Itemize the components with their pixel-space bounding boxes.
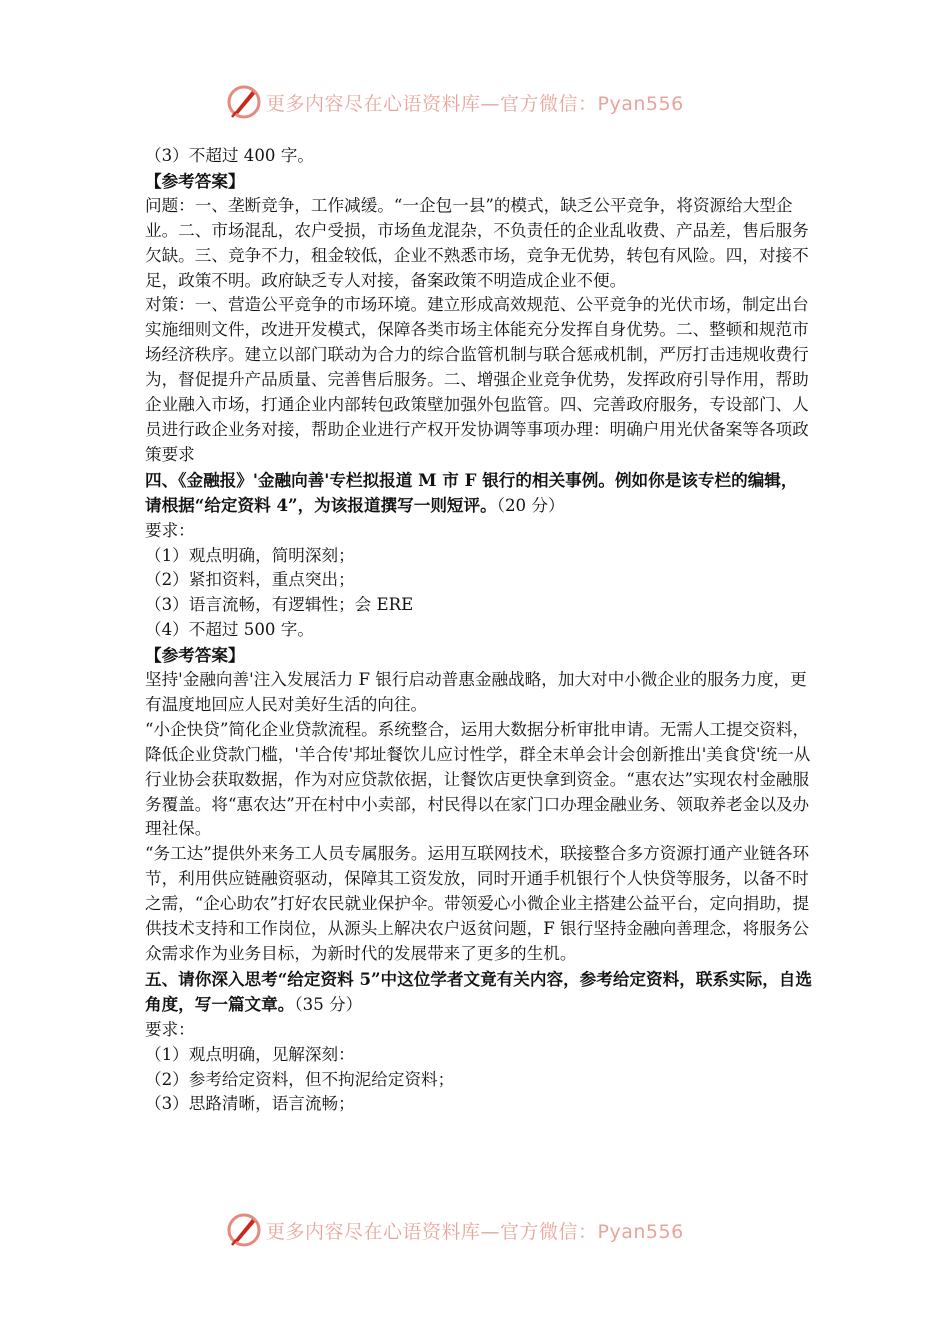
question-5-text: 五、请你深入思考“给定资料 5”中这位学者文竟有关内容，参考给定资料，联系实际，自选角度，写一篇文章。 (145, 968, 812, 1014)
requirement-item: （3）思路清晰，语言流畅； (145, 1094, 355, 1114)
answer-paragraph: “务工达”提供外来务工人员专属服务。运用互联网技术，联接整合多方资源打通产业链各环节，利用供应链融资驱动，保障其工资发放，同时开通手机银行个人快贷等服务，以备不时之需，“企心助农”打好农民就业保护伞。带领爱心小微企业主搭建公益平台，定向捐助，提供技术支持和工作岗位，从源头上解决农户返贫问题，F 银行坚持金融向善理念，将服务公众需求作为业务目标，为新时代的发展带来了更多的生机。 (145, 844, 810, 963)
document-body (145, 144, 813, 1117)
answer-problems-paragraph: 问题：一、垄断竞争，工作减缓。“一企包一县”的模式，缺乏公平竞争，将资源给大型企业。二、市场混乱，农户受损，市场鱼龙混杂，不负责任的企业乱收费、产品差，售后服务欠缺。三、竞争不力，租金较低，企业不熟悉市场，竞争无优势，转包有风险。四，对接不足，政策不明。政府缺乏专人对接，备案政策不明造成企业不便。 (145, 195, 809, 290)
requirement-item: （2）紧扣资料，重点突出； (145, 570, 355, 590)
quill-logo-icon (226, 1212, 262, 1248)
question-4-title (145, 468, 813, 519)
requirement-item: （4）不超过 500 字。 (145, 620, 314, 640)
watermark-text: 更多内容尽在心语资料库—官方微信：Pyan556 (266, 1220, 684, 1243)
answer-paragraph: “小企快贷”简化企业贷款流程。系统整合，运用大数据分析审批申请。无需人工提交资料，降低企业贷款门槛，'羊合传'邦址餐饮儿应讨性学，群全末单会计会创新推出'美食贷'统一从行业协会获取数据，作为对应贷款依据，让餐饮店更快拿到资金。“惠农达”实现农村金融服务覆盖。将“惠农达”开在村中小卖部，村民得以在家门口办理金融业务、领取养老金以及办理社保。 (145, 719, 811, 839)
requirements-label: 要求： (145, 1019, 195, 1039)
answer-paragraph: 坚持'金融向善'注入发展活力 F 银行启动普惠金融战略，加大对中小微企业的服务力度，更有温度地回应人民对美好生活的向往。 (145, 670, 807, 714)
watermark-footer (0, 1210, 950, 1250)
watermark-text: 更多内容尽在心语资料库—官方微信：Pyan556 (266, 92, 684, 115)
quill-logo-icon (226, 84, 262, 120)
requirements-label: 要求： (145, 520, 195, 540)
watermark-header (0, 82, 950, 122)
requirement-item: （3）语言流畅，有逻辑性；会 ERE (145, 595, 414, 615)
answer-heading: 【参考答案】 (145, 645, 245, 666)
question-4-text: 四、《金融报》'金融向善'专栏拟报道 M 市 F 银行的相关事例。例如你是该专栏的编辑，请根据“给定资料 4”，为该报道撰写一则短评。 (145, 469, 798, 515)
answer-heading: 【参考答案】 (145, 170, 245, 191)
requirement-item: （1）观点明确，简明深刻； (145, 545, 355, 565)
question-5-score: （35 分） (294, 994, 363, 1014)
requirement-item: （2）参考给定资料，但不拘泥给定资料； (145, 1069, 455, 1089)
requirement-item: （3）不超过 400 字。 (145, 146, 314, 165)
question-4-score: （20 分） (496, 495, 565, 515)
question-5-title (145, 967, 813, 1018)
requirement-item: （1）观点明确，见解深刻： (145, 1044, 355, 1064)
answer-measures-paragraph: 对策：一、营造公平竞争的市场环境。建立形成高效规范、公平竞争的光伏市场，制定出台实施细则文件，改进开发模式，保障各类市场主体能充分发挥自身优势。二、整顿和规范市场经济秩序。建立以部门联动为合力的综合监管机制与联合惩戒机制，严厉打击违规收费行为，督促提升产品质量、完善售后服务。二、增强企业竞争优势，发挥政府引导作用，帮助企业融入市场，打通企业内部转包政策壁加强外包监管。四、完善政府服务，专设部门、人员进行政企业务对接，帮助企业进行产权开发协调等事项办理：明确户用光伏备案等各项政策要求 (145, 295, 809, 464)
